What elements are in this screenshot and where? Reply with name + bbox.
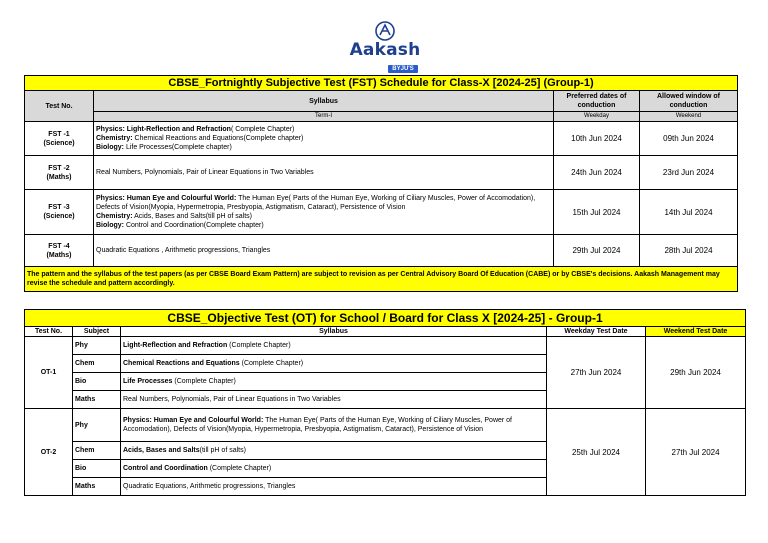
ot-subject: Bio	[73, 373, 121, 391]
ot-test-name: OT-1	[25, 337, 73, 409]
syllabus-label: Physics: Human Eye and Colourful World:	[96, 195, 237, 202]
table-row	[25, 337, 746, 355]
ot-syllabus-cell	[121, 373, 547, 391]
ot-subject: Phy	[73, 337, 121, 355]
aakash-emblem-icon	[374, 20, 396, 42]
syllabus-text: Real Numbers, Polynomials, Pair of Linear Equations in Two Variables	[123, 396, 341, 403]
fst-weekend-date: 14th Jul 2024	[640, 190, 738, 235]
syllabus-label: Chemistry:	[96, 213, 133, 220]
fst-syllabus-cell	[94, 156, 554, 190]
syllabus-text: Quadratic Equations , Arithmetic progressions, Triangles	[96, 247, 271, 254]
ot-subject: Phy	[73, 409, 121, 442]
ot-weekday-date: 27th Jun 2024	[547, 337, 646, 409]
ot-header-subject: Subject	[73, 327, 121, 337]
table-row	[25, 235, 738, 267]
ot-schedule-table	[24, 309, 746, 496]
logo-wordmark: Aakash	[349, 40, 421, 60]
syllabus-text: Chemical Reactions and Equations(Complete chapter)	[132, 135, 304, 142]
ot-syllabus-cell	[121, 409, 547, 442]
fst-note: The pattern and the syllabus of the test papers (as per CBSE Board Exam Pattern) are subject to revision as per Central Advisory Board Of Education (CABE) or by CBSE's decisions. Aakash Management may revise the schedule and pattern accordingly.	[25, 267, 738, 292]
ot-header-weekday: Weekday Test Date	[547, 327, 646, 337]
syllabus-text: Quadratic Equations, Arithmetic progressions, Triangles	[123, 483, 296, 490]
ot-syllabus-cell	[121, 460, 547, 478]
fst-term: Term-I	[94, 112, 554, 122]
fst-weekend-date: 09th Jun 2024	[640, 122, 738, 156]
fst-weekday-label: Weekday	[554, 112, 640, 122]
fst-syllabus-cell	[94, 235, 554, 267]
syllabus-text: (Complete Chapter)	[239, 360, 304, 367]
ot-header-syllabus: Syllabus	[121, 327, 547, 337]
ot-header-test-no: Test No.	[25, 327, 73, 337]
fst-header-syllabus: Syllabus	[94, 91, 554, 112]
table-row	[25, 409, 746, 442]
ot-syllabus-cell	[121, 391, 547, 409]
ot-title: CBSE_Objective Test (OT) for School / Board for Class X [2024-25] - Group-1	[25, 310, 746, 327]
syllabus-text: The Human Eye( Parts of the Human Eye, Working of Ciliary Muscles, Power of Accomodation), Defects of Vision(Myopia, Hypermetropia, Presbyopia, Astigmatism, Cataract), Persistence of Vision	[96, 195, 536, 211]
logo-badge: BYJU'S	[388, 65, 417, 73]
fst-weekend-label: Weekend	[640, 112, 738, 122]
fst-weekday-date: 24th Jun 2024	[554, 156, 640, 190]
ot-subject: Bio	[73, 460, 121, 478]
fst-test-cell	[25, 235, 94, 267]
fst-weekday-date: 29th Jul 2024	[554, 235, 640, 267]
syllabus-label: Control and Coordination	[123, 465, 208, 472]
fst-weekday-date: 10th Jun 2024	[554, 122, 640, 156]
fst-test-subject: (Maths)	[46, 173, 72, 181]
syllabus-text: ( Complete Chapter)	[230, 126, 295, 133]
ot-syllabus-cell	[121, 442, 547, 460]
fst-test-name: FST -2	[48, 164, 70, 172]
fst-test-cell	[25, 122, 94, 156]
fst-weekend-date: 28th Jul 2024	[640, 235, 738, 267]
fst-header-test-no: Test No.	[25, 91, 94, 122]
fst-test-name: FST -3	[48, 204, 70, 211]
ot-subject: Chem	[73, 442, 121, 460]
syllabus-text: (Complete Chapter)	[227, 342, 291, 349]
fst-test-name: FST -4	[48, 242, 70, 250]
fst-syllabus-cell	[94, 190, 554, 235]
syllabus-text: The Human Eye( Parts of the Human Eye, Working of Ciliary Muscles, Power of Accomodation), Defects of Vision(Myopia, Hypermetropia, Presbyopia, Astigmatism, Cataract), Persistence of Vision	[123, 417, 513, 433]
ot-weekday-date: 25th Jul 2024	[547, 409, 646, 496]
ot-syllabus-cell	[121, 355, 547, 373]
syllabus-text: (Complete Chapter)	[172, 378, 236, 385]
fst-weekday-date: 15th Jul 2024	[554, 190, 640, 235]
ot-subject: Chem	[73, 355, 121, 373]
fst-test-subject: (Science)	[43, 139, 75, 147]
ot-header-weekend: Weekend Test Date	[646, 327, 746, 337]
syllabus-label: Physics: Human Eye and Colourful World:	[123, 417, 264, 424]
syllabus-text: (till pH of salts)	[199, 447, 246, 454]
syllabus-text: Control and Coordination(Complete chapter)	[124, 222, 264, 229]
aakash-logo	[340, 20, 430, 70]
syllabus-label: Acids, Bases and Salts	[123, 447, 200, 454]
syllabus-label: Biology:	[96, 222, 124, 229]
fst-test-subject: (Science)	[43, 213, 75, 220]
table-row	[25, 122, 738, 156]
syllabus-label: Chemical Reactions and Equations	[123, 360, 240, 367]
syllabus-label: Biology:	[96, 144, 124, 151]
syllabus-text: Real Numbers, Polynomials, Pair of Linear Equations in Two Variables	[96, 169, 314, 176]
ot-subject: Maths	[73, 391, 121, 409]
fst-syllabus-cell	[94, 122, 554, 156]
fst-title: CBSE_Fortnightly Subjective Test (FST) Schedule for Class-X [2024-25] (Group-1)	[25, 76, 738, 91]
syllabus-label: Light-Reflection and Refraction	[123, 342, 228, 349]
fst-test-cell	[25, 156, 94, 190]
fst-header-allowed: Allowed window of conduction	[640, 91, 738, 112]
ot-syllabus-cell	[121, 478, 547, 496]
ot-weekend-date: 29th Jun 2024	[646, 337, 746, 409]
ot-subject: Maths	[73, 478, 121, 496]
table-row	[25, 156, 738, 190]
syllabus-label: Chemistry:	[96, 135, 133, 142]
table-row	[25, 190, 738, 235]
ot-weekend-date: 27th Jul 2024	[646, 409, 746, 496]
fst-test-subject: (Maths)	[46, 251, 72, 259]
syllabus-label: Physics: Light-Reflection and Refraction	[96, 126, 231, 133]
fst-weekend-date: 23rd Jun 2024	[640, 156, 738, 190]
syllabus-text: Acids, Bases and Salts(till pH of salts)	[132, 213, 253, 220]
fst-test-name: FST -1	[48, 130, 70, 138]
syllabus-text: Life Processes(Complete chapter)	[124, 144, 232, 151]
syllabus-label: Life Processes	[123, 378, 173, 385]
ot-test-name: OT-2	[25, 409, 73, 496]
fst-header-preferred: Preferred dates of conduction	[554, 91, 640, 112]
fst-test-cell	[25, 190, 94, 235]
ot-syllabus-cell	[121, 337, 547, 355]
fst-schedule-table	[24, 75, 738, 292]
syllabus-text: (Complete Chapter)	[207, 465, 272, 472]
